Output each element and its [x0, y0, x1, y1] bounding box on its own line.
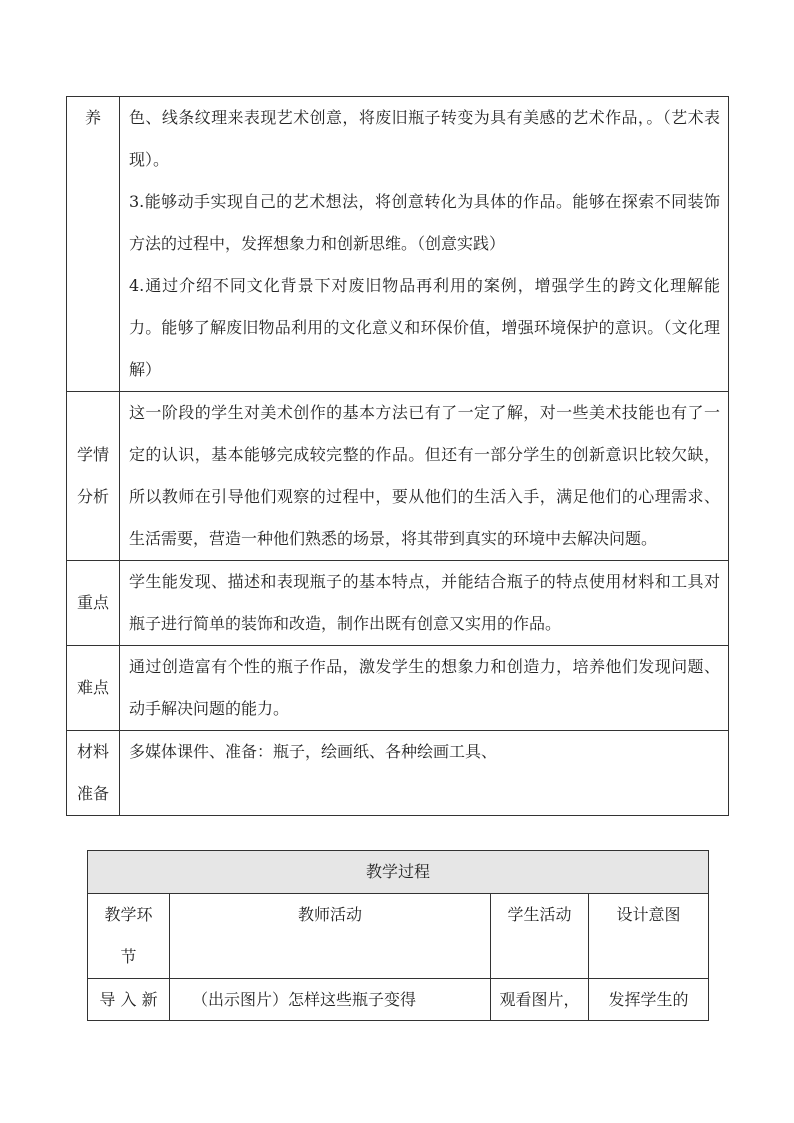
- student-analysis-label: [67, 392, 120, 561]
- objectives-label: 养: [67, 97, 120, 392]
- lesson-plan-table: [66, 96, 729, 816]
- student-analysis-label-text: 学情分析: [76, 445, 109, 506]
- process-row: [88, 979, 709, 1021]
- objectives-content: [120, 97, 729, 392]
- key-points-row: [67, 561, 729, 646]
- student-analysis-text: 这一阶段的学生对美术创作的基本方法已有了一定了解，对一些美术技能也有了一定的认识，基本能够完成较完整的作品。但还有一部分学生的创新意识比较欠缺，所以教师在引导他们观察的过程中，要从他们的生活入手，满足他们的心理需求、生活需要，营造一种他们熟悉的场景，将其带到真实的环境中去解决问题。: [120, 392, 729, 561]
- key-points-text: 学生能发现、描述和表现瓶子的基本特点，并能结合瓶子的特点使用材料和工具对瓶子进行简单的装饰和改造，制作出既有创意又实用的作品。: [120, 561, 729, 646]
- header-stage-text: 教学环节: [104, 905, 153, 966]
- key-points-label: 重点: [67, 561, 120, 646]
- objective-line: 色、线条纹理来表现艺术创意，将废旧瓶子转变为具有美感的艺术作品，。（艺术表现）。: [129, 108, 720, 169]
- header-stage: [88, 894, 170, 979]
- row-design-intent: 发挥学生的: [589, 979, 709, 1021]
- difficult-points-row: [67, 646, 729, 731]
- materials-row: [67, 731, 729, 816]
- teaching-process-title: 教学过程: [88, 851, 709, 894]
- student-analysis-row: [67, 392, 729, 561]
- materials-text: 多媒体课件、准备：瓶子，绘画纸、各种绘画工具、: [120, 731, 729, 816]
- header-design-intent: 设计意图: [589, 894, 709, 979]
- difficult-points-text: 通过创造富有个性的瓶子作品，激发学生的想象力和创造力，培养他们发现问题、动手解决问题的能力。: [120, 646, 729, 731]
- objectives-row: [67, 97, 729, 392]
- row-student-activity: 观看图片，: [491, 979, 589, 1021]
- objective-line: 4.通过介绍不同文化背景下对废旧物品再利用的案例，增强学生的跨文化理解能力。能够了解废旧物品利用的文化意义和环保价值，增强环境保护的意识。（文化理解）: [129, 276, 720, 379]
- teaching-process-table: [87, 850, 709, 1021]
- header-teacher-activity: 教师活动: [170, 894, 491, 979]
- materials-label-text: 材料准备: [76, 742, 109, 803]
- materials-label: [67, 731, 120, 816]
- header-student-activity: 学生活动: [491, 894, 589, 979]
- difficult-points-label: 难点: [67, 646, 120, 731]
- row-stage: 导 入 新: [88, 979, 170, 1021]
- process-header-row: [88, 894, 709, 979]
- objective-line: 3.能够动手实现自己的艺术想法，将创意转化为具体的作品。能够在探索不同装饰方法的过程中，发挥想象力和创新思维。（创意实践）: [129, 192, 720, 253]
- row-teacher-activity: （出示图片）怎样这些瓶子变得: [170, 979, 491, 1021]
